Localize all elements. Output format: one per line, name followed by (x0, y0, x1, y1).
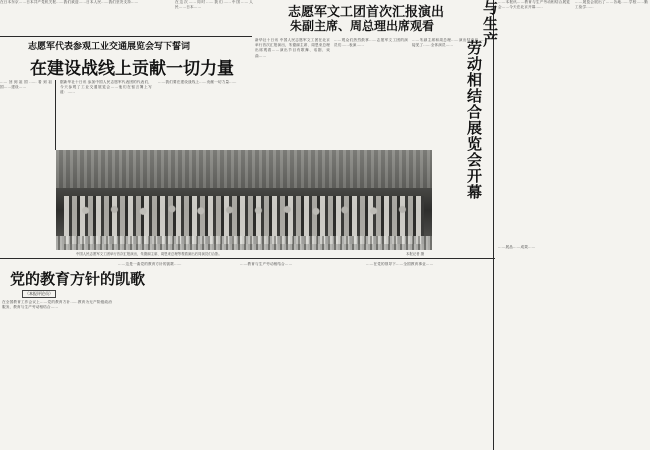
column-ind-b (158, 80, 250, 148)
column-right-c (498, 245, 648, 448)
column-right-b (575, 0, 648, 240)
body-right-c: ……展品……成果…… (498, 245, 536, 249)
column-edu-b (118, 262, 234, 448)
column-troupe-a (255, 38, 330, 146)
troupe-subheadline: 朱副主席、周总理出席观看 (290, 19, 435, 33)
column-right-a (498, 0, 570, 240)
group-photo (56, 150, 432, 250)
column-edu-d (366, 262, 490, 448)
photo-caption: 中国人民志愿军文工团举行首次汇报演出，朱德副主席、周恩来总理等观看演出后同演员们合影。 (76, 252, 222, 256)
body-edu-d: ……在党的领导下……全国教育事业…… (366, 262, 434, 266)
column-top-mid (175, 0, 253, 34)
industry-small-headline: 志愿军代表参观工业交通展览会写下誓词 (28, 42, 191, 52)
body-ind-left: ……回到祖国……看到祖国……建设…… (0, 80, 52, 90)
education-headline: 党的教育方针的凯歌 (10, 270, 146, 288)
industry-big-headline: 在建设战线上贡献一切力量 (30, 59, 234, 79)
photo-flowers (56, 236, 432, 250)
education-tag: （本报评论员） (22, 290, 56, 298)
photo-stage-backdrop (56, 150, 432, 188)
rule-top-left (0, 36, 252, 37)
column-edu-a (2, 300, 112, 448)
labor-partial-title: 与生产 (481, 0, 499, 48)
column-troupe-b (334, 38, 408, 146)
column-ind-a (60, 80, 152, 148)
body-troupe-b: ……观众们热烈鼓掌……志愿军文工团的演员们……表演…… (334, 38, 408, 48)
body-top-mid: 在这次……同时……我们……中国……人民……日本…… (175, 0, 253, 10)
body-edu-a: 在全国教育工作会议上……党的教育方针……教育为无产阶级政治服务，教育与生产劳动相结合…… (2, 300, 112, 310)
column-top-left (0, 0, 170, 34)
body-ind-b: ……我们要在建设战线上……贡献一切力量…… (158, 80, 237, 84)
photo-credit: 本报记者 摄 (406, 252, 425, 256)
rule-mid (0, 258, 495, 259)
body-troupe-c: ……朱副主席和周总理……演出结束后……接见了……全体演员…… (412, 38, 486, 48)
body-top-left: 在日本东京……日本共产党机关报……我们欢迎……日本人民……我们坚决支持…… (0, 0, 139, 4)
labor-exhibition-title: 劳动相结合展览会开幕 (465, 40, 483, 200)
body-edu-b: ……这是一曲党的教育方针的凯歌…… (118, 262, 182, 266)
troupe-headline: 志愿军文工团首次汇报演出 (288, 5, 445, 20)
rule-vertical-right (493, 0, 494, 450)
column-edu-c (240, 262, 360, 448)
body-edu-c: ……教育与生产劳动相结合…… (240, 262, 293, 266)
body-right-b: ……展览会展出了……各地……学校……勤工俭学…… (575, 0, 648, 10)
body-ind-a: 据新华社十日讯 参加中国人民志愿军代表团的代表们，今天参观了工业交通展览会……他们在留言簿上写道：…… (60, 80, 152, 95)
rule-vertical-left-top (55, 80, 56, 150)
body-troupe-a: 新华社十日讯 中国人民志愿军文工团在北京举行首次汇报演出，朱德副主席、周恩来总理出席观看……演出节目有歌舞、话剧、戏曲…… (255, 38, 330, 58)
column-ind-left (0, 80, 52, 250)
body-right-a: ……本报讯……教育与生产劳动相结合展览会……今天在北京开幕…… (498, 0, 570, 10)
